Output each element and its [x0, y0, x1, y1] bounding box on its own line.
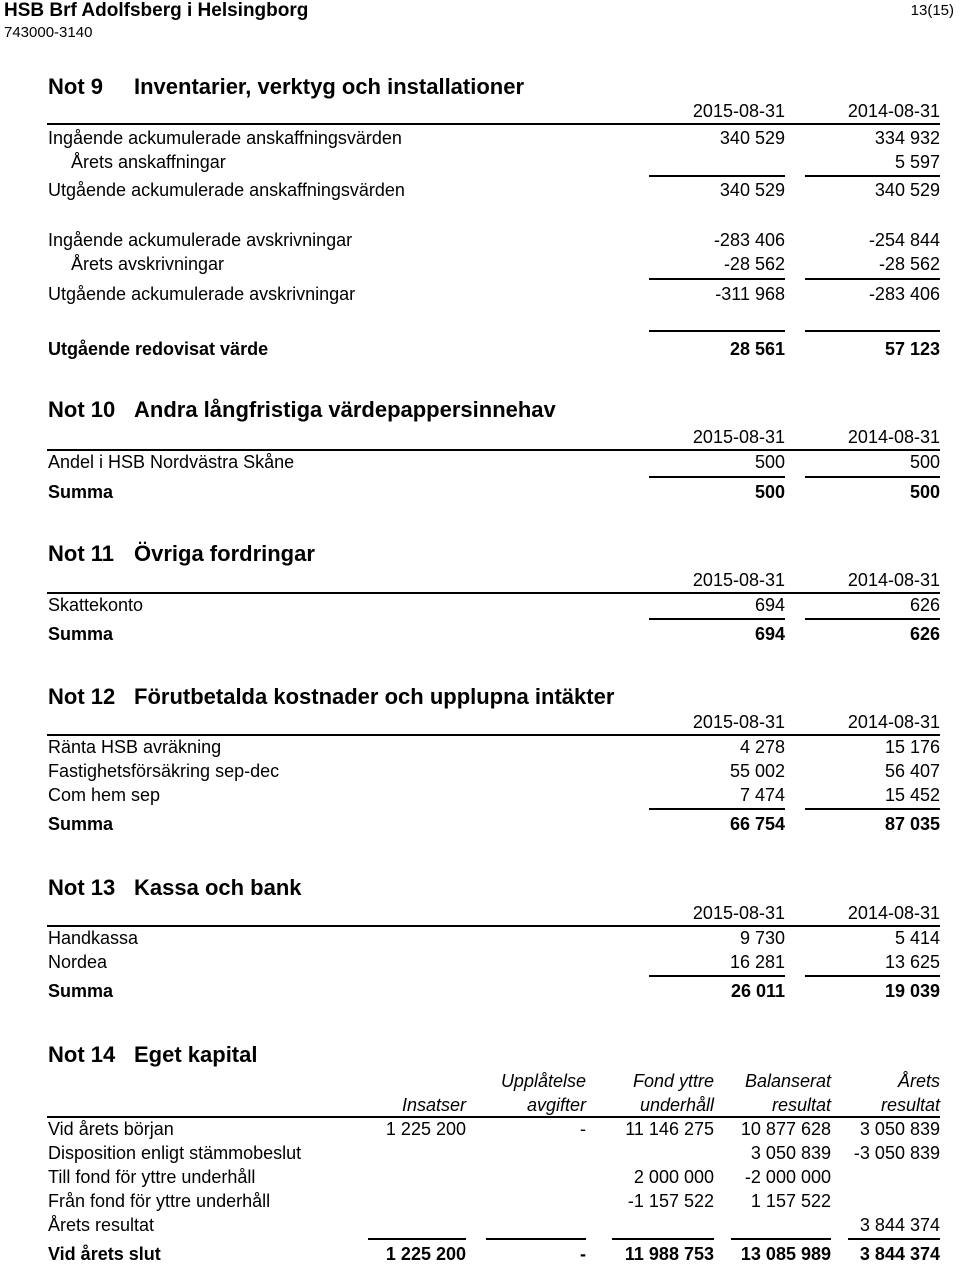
cell-fond-yttre-underhall: 11 146 275	[625, 1119, 714, 1139]
note-title: Eget kapital	[134, 1042, 258, 1067]
subtotal-rule	[805, 618, 940, 620]
subtotal-rule	[805, 975, 940, 977]
row-label: Utgående ackumulerade anskaffningsvärden	[48, 180, 405, 200]
subtotal-rule	[805, 278, 940, 280]
subtotal-rule	[612, 1238, 714, 1240]
value-previous: -254 844	[868, 230, 940, 250]
value-previous: 500	[909, 452, 940, 472]
value-current: 55 002	[729, 761, 785, 781]
total-rule	[649, 330, 785, 332]
column-date-previous: 2014-08-31	[847, 712, 940, 732]
cell-upplatelseavgifter: -	[580, 1119, 586, 1139]
column-header-arets-resultat	[881, 1069, 940, 1117]
cell-insatser: 1 225 200	[385, 1244, 466, 1264]
value-previous: 87 035	[884, 814, 940, 834]
value-previous: 500	[909, 482, 940, 502]
total-rule	[805, 330, 940, 332]
column-header-line1: Upplåtelse	[500, 1071, 586, 1091]
note-title: Inventarier, verktyg och installationer	[134, 74, 525, 99]
row-label: Andel i HSB Nordvästra Skåne	[48, 452, 295, 472]
value-current: 500	[754, 482, 785, 502]
subtotal-rule	[649, 975, 785, 977]
row-label-total: Summa	[48, 482, 114, 502]
subtotal-rule	[649, 808, 785, 810]
row-label: Handkassa	[48, 928, 139, 948]
column-date-current: 2015-08-31	[692, 712, 785, 732]
note-11-heading	[48, 541, 315, 567]
note-title: Övriga fordringar	[134, 541, 315, 566]
row-label-total: Summa	[48, 814, 114, 834]
column-header-balanserat-resultat	[745, 1069, 831, 1117]
cell-balanserat-resultat: 3 050 839	[750, 1143, 831, 1163]
row-label: Utgående ackumulerade avskrivningar	[48, 284, 356, 304]
header-rule	[47, 925, 940, 927]
note-14-heading	[48, 1042, 257, 1068]
value-previous: 626	[909, 624, 940, 644]
row-label: Com hem sep	[48, 785, 161, 805]
subtotal-rule	[486, 1238, 586, 1240]
column-header-line2: avgifter	[526, 1095, 586, 1115]
row-label: Nordea	[48, 952, 108, 972]
row-label-total: Summa	[48, 624, 114, 644]
value-current: -311 968	[715, 284, 785, 304]
subtotal-rule	[649, 618, 785, 620]
value-current: 9 730	[739, 928, 785, 948]
value-current: 28 561	[729, 339, 785, 359]
value-current: -283 406	[713, 230, 785, 250]
row-label: Skattekonto	[48, 595, 144, 615]
cell-balanserat-resultat: 10 877 628	[740, 1119, 831, 1139]
value-current: 7 474	[739, 785, 785, 805]
value-previous: -28 562	[878, 254, 940, 274]
subtotal-rule	[731, 1238, 831, 1240]
row-label: Ingående ackumulerade anskaffningsvärden	[48, 128, 402, 148]
value-current: 66 754	[729, 814, 785, 834]
column-date-current: 2015-08-31	[692, 101, 785, 121]
note-12-heading	[48, 684, 614, 710]
header-rule	[47, 123, 940, 125]
column-header-line2: underhåll	[639, 1095, 714, 1115]
header-rule	[47, 734, 940, 736]
value-current: 16 281	[729, 952, 785, 972]
column-date-previous: 2014-08-31	[847, 101, 940, 121]
column-header-fond-yttre-underhall	[633, 1069, 714, 1117]
row-label: Disposition enligt stämmobeslut	[48, 1143, 302, 1163]
column-date-current: 2015-08-31	[692, 903, 785, 923]
row-label: Fastighetsförsäkring sep-dec	[48, 761, 280, 781]
value-previous: 340 529	[874, 180, 940, 200]
column-header-upplatelseavgifter	[501, 1069, 586, 1117]
row-label: Årets anskaffningar	[71, 152, 226, 172]
column-header-line2: resultat	[880, 1095, 940, 1115]
note-title: Kassa och bank	[134, 875, 302, 900]
note-title: Förutbetalda kostnader och upplupna intäkter	[134, 684, 615, 709]
value-previous: 5 414	[894, 928, 940, 948]
cell-arets-resultat: -3 050 839	[853, 1143, 940, 1163]
row-label: Ränta HSB avräkning	[48, 737, 222, 757]
column-header-line2: Insatser	[401, 1095, 466, 1115]
cell-arets-resultat: 3 844 374	[859, 1244, 940, 1264]
value-previous: 15 452	[884, 785, 940, 805]
cell-fond-yttre-underhall: -1 157 522	[627, 1191, 714, 1211]
value-current: 340 529	[719, 180, 785, 200]
subtotal-rule	[368, 1238, 466, 1240]
column-date-previous: 2014-08-31	[847, 903, 940, 923]
value-previous: 57 123	[884, 339, 940, 359]
header-rule	[47, 1116, 940, 1118]
column-date-current: 2015-08-31	[692, 427, 785, 447]
subtotal-rule	[805, 476, 940, 478]
value-current: 340 529	[719, 128, 785, 148]
row-label: Årets resultat	[48, 1215, 155, 1235]
subtotal-rule	[649, 476, 785, 478]
organization-name: HSB Brf Adolfsberg i Helsingborg	[4, 0, 309, 21]
subtotal-rule	[805, 175, 940, 177]
note-number: Not 12	[48, 684, 116, 709]
value-current: 4 278	[739, 737, 785, 757]
column-header-line1: Balanserat	[744, 1071, 831, 1091]
value-previous: 13 625	[884, 952, 940, 972]
value-previous: 626	[909, 595, 940, 615]
note-number: Not 9	[48, 74, 103, 99]
note-number: Not 14	[48, 1042, 116, 1067]
column-header-line1: Årets	[897, 1071, 940, 1091]
row-label-total: Utgående redovisat värde	[48, 339, 269, 359]
value-previous: 56 407	[884, 761, 940, 781]
column-header-line1: Fond yttre	[632, 1071, 714, 1091]
cell-balanserat-resultat: 1 157 522	[750, 1191, 831, 1211]
note-number: Not 11	[48, 541, 115, 566]
row-label-total: Summa	[48, 981, 114, 1001]
column-header-line2: resultat	[771, 1095, 831, 1115]
cell-fond-yttre-underhall: 2 000 000	[633, 1167, 714, 1187]
column-date-current: 2015-08-31	[692, 570, 785, 590]
note-number: Not 13	[48, 875, 116, 900]
subtotal-rule	[848, 1238, 940, 1240]
header-rule	[47, 592, 940, 594]
cell-balanserat-resultat: -2 000 000	[744, 1167, 831, 1187]
row-label: Från fond för yttre underhåll	[48, 1191, 271, 1211]
subtotal-rule	[649, 175, 785, 177]
column-header-line1	[402, 1069, 466, 1093]
value-current: 26 011	[730, 981, 785, 1001]
subtotal-rule	[649, 278, 785, 280]
column-date-previous: 2014-08-31	[847, 570, 940, 590]
cell-upplatelseavgifter: -	[580, 1244, 586, 1264]
column-date-previous: 2014-08-31	[847, 427, 940, 447]
value-previous: 15 176	[884, 737, 940, 757]
value-current: -28 562	[723, 254, 785, 274]
value-current: 500	[754, 452, 785, 472]
subtotal-rule	[805, 808, 940, 810]
cell-balanserat-resultat: 13 085 989	[740, 1244, 831, 1264]
value-previous: 5 597	[894, 152, 940, 172]
row-label: Vid årets början	[48, 1119, 174, 1139]
value-previous: 334 932	[874, 128, 940, 148]
cell-fond-yttre-underhall: 11 988 753	[624, 1244, 714, 1264]
note-number: Not 10	[48, 397, 116, 422]
row-label: Årets avskrivningar	[71, 254, 225, 274]
value-previous: -283 406	[868, 284, 940, 304]
cell-arets-resultat: 3 050 839	[859, 1119, 940, 1139]
row-label-total: Vid årets slut	[48, 1244, 161, 1264]
cell-arets-resultat: 3 844 374	[859, 1215, 940, 1235]
value-current: 694	[754, 595, 785, 615]
cell-insatser: 1 225 200	[385, 1119, 466, 1139]
note-13-heading	[48, 875, 302, 901]
row-label: Ingående ackumulerade avskrivningar	[48, 230, 353, 250]
note-10-heading	[48, 397, 556, 423]
organization-number: 743000-3140	[4, 24, 93, 41]
row-label: Till fond för yttre underhåll	[48, 1167, 256, 1187]
note-9-heading	[48, 74, 524, 100]
page-number: 13(15)	[910, 2, 954, 19]
value-previous: 19 039	[884, 981, 940, 1001]
header-rule	[47, 449, 940, 451]
column-header-insatser	[402, 1069, 466, 1117]
note-title: Andra långfristiga värdepappersinnehav	[134, 397, 556, 422]
value-current: 694	[754, 624, 785, 644]
